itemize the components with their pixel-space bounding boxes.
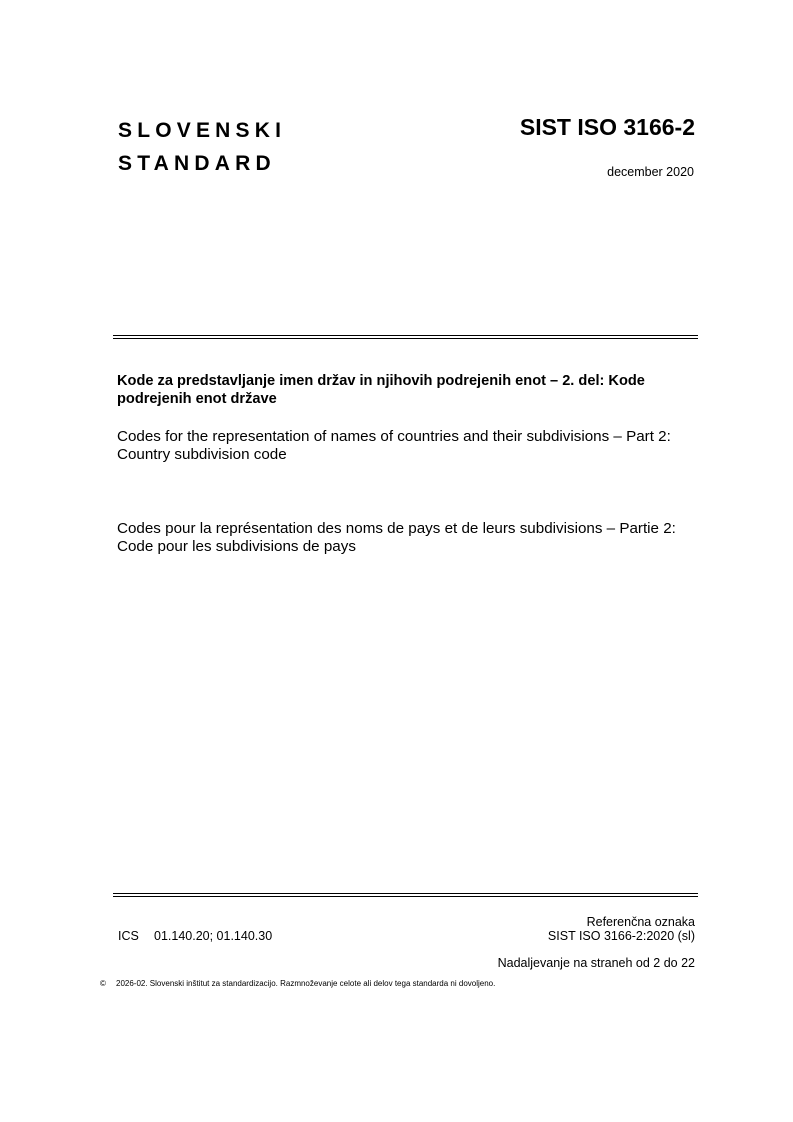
top-divider <box>113 335 698 340</box>
copyright-symbol: © <box>100 979 106 988</box>
ics-label: ICS <box>118 929 139 943</box>
brand-line-1: SLOVENSKI <box>118 119 287 142</box>
copyright-text: 2026-02. Slovenski inštitut za standardizacijo. Razmnoževanje celote ali delov tega standarda ni dovoljeno. <box>116 979 496 988</box>
reference-value: SIST ISO 3166-2:2020 (sl) <box>547 929 695 943</box>
standard-number: SIST ISO 3166-2 <box>519 114 695 140</box>
issue-date: december 2020 <box>607 165 694 179</box>
brand-line-2: STANDARD <box>118 152 276 175</box>
reference-label: Referenčna oznaka <box>586 915 695 929</box>
bottom-divider <box>113 893 698 898</box>
title-english: Codes for the representation of names of countries and their subdivisions – Part 2: Country subdivision code <box>117 428 671 463</box>
title-french: Codes pour la représentation des noms de pays et de leurs subdivisions – Partie 2: Code pour les subdivisions de pays <box>117 520 676 555</box>
copyright-notice <box>100 979 495 988</box>
continuation-note: Nadaljevanje na straneh od 2 do 22 <box>497 956 695 970</box>
title-slovenian: Kode za predstavljanje imen držav in njihovih podrejenih enot – 2. del: Kode podrejenih enot države <box>117 373 645 407</box>
ics-value: 01.140.20; 01.140.30 <box>154 929 273 943</box>
